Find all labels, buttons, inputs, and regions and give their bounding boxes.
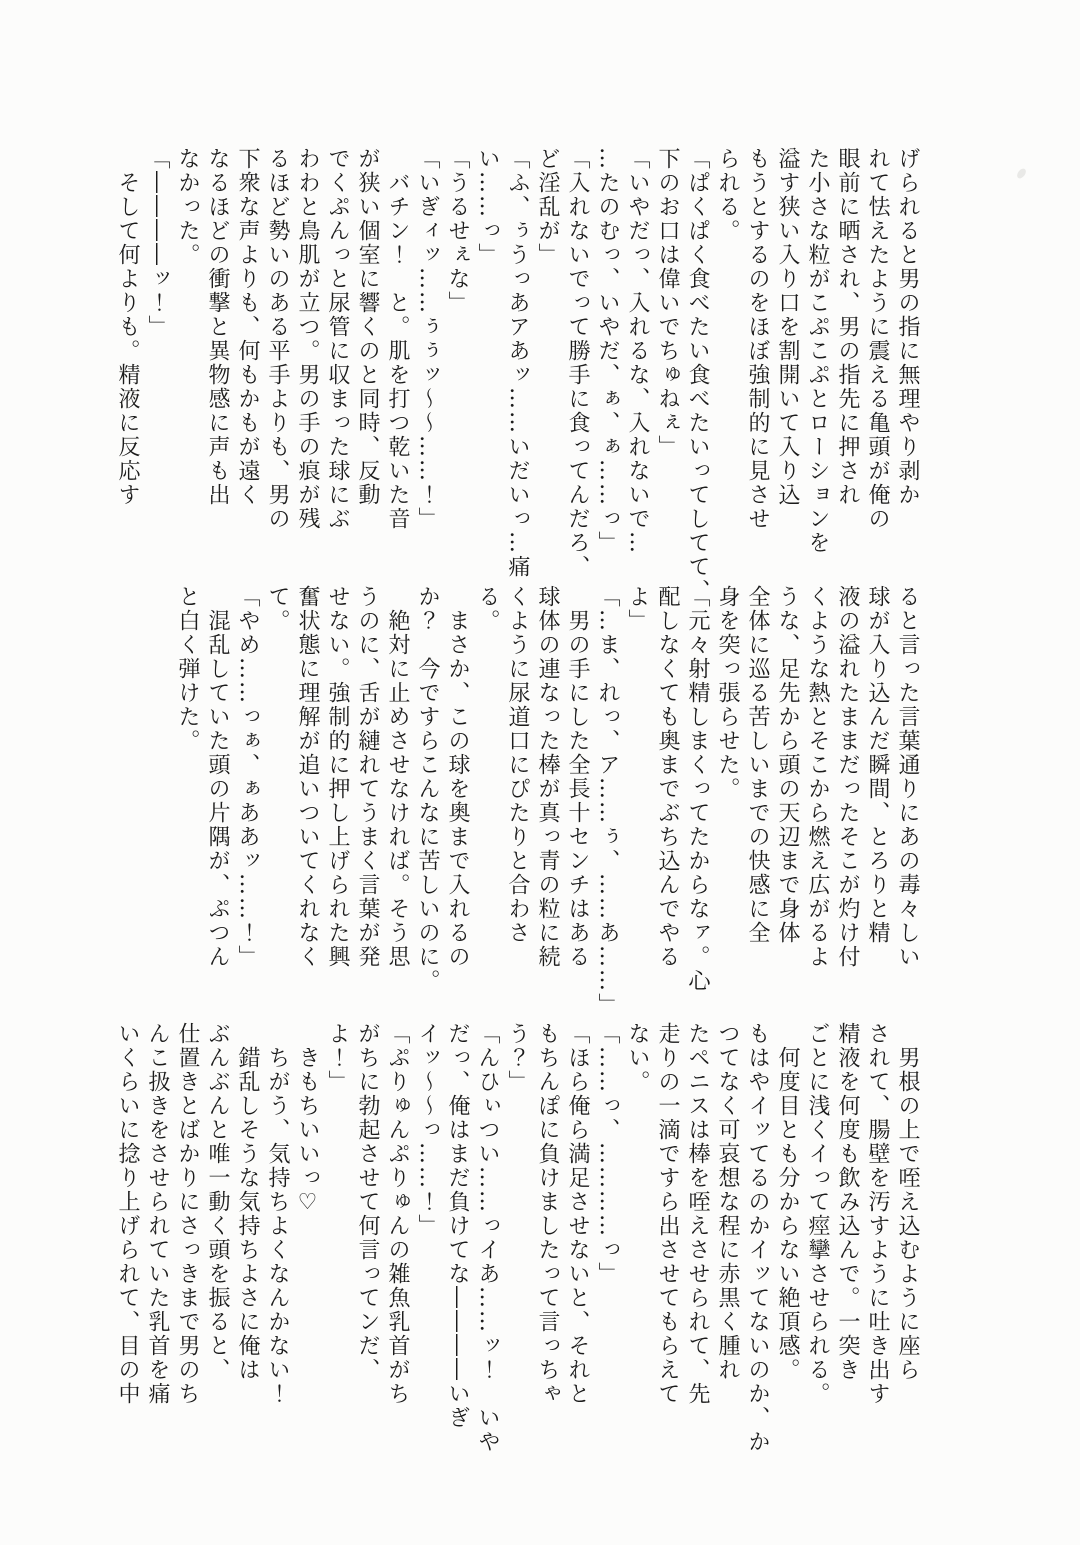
text-column: せない。強制的に押し上げられた興 xyxy=(325,585,350,969)
text-column: が狭い個室に響くのと同時、反動 xyxy=(355,147,380,507)
text-column: 球体の連なった棒が真っ青の粒に続 xyxy=(535,585,560,969)
text-column: 奮状態に理解が追いついてくれなく xyxy=(295,585,320,969)
text-column: 球が入り込んだ瞬間、とろりと精 xyxy=(865,585,890,945)
text-column: もうとするのをほぼ強制的に見させ xyxy=(745,147,770,531)
text-column: と白く弾けた。 xyxy=(175,585,200,753)
text-column: 絶対に止めさせなければ。そう思 xyxy=(385,585,410,969)
text-column: ちがう、気持ちよくなんかない！ xyxy=(265,1022,290,1406)
text-column: か？ 今ですらこんなに苦しいのに。 xyxy=(415,585,440,993)
text-column: て。 xyxy=(265,585,290,633)
text-column: いくらいに捻り上げられて、目の中 xyxy=(115,1022,140,1406)
text-column: うのに、舌が縺れてうまく言葉が発 xyxy=(355,585,380,969)
text-column: 「いぎィッ……ぅぅッ～～……！」 xyxy=(415,147,440,531)
text-column: ない。 xyxy=(625,1022,650,1094)
text-column: だっ、俺はまだ負けてな――――いぎ xyxy=(445,1022,470,1430)
text-column: なるほどの衝撃と異物感に声も出 xyxy=(205,147,230,507)
text-column: がちに勃起させて何言ってンだ、 xyxy=(355,1022,380,1382)
text-column: 全体に巡る苦しいまでの快感に全 xyxy=(745,585,770,945)
text-column: 「…ま、れっ、ア……ぅ、……あ……」 xyxy=(595,585,620,1017)
text-column: れて怯えたように震える亀頭が俺の xyxy=(865,147,890,531)
text-column: …たのむっ、いやだ、ぁ、ぁ……っ」 xyxy=(595,147,620,555)
text-column: まさか、この球を奥まで入れるの xyxy=(445,585,470,969)
text-column: 溢す狭い入り口を割開いて入り込 xyxy=(775,147,800,507)
text-column: たペニスは棒を咥えさせられて、先 xyxy=(685,1022,710,1406)
text-column: されて、腸壁を汚すように吐き出す xyxy=(865,1022,890,1406)
text-column: 「やめ……っぁ、ぁああッ……！」 xyxy=(235,585,260,969)
text-column: 仕置きとばかりにさっきまで男のち xyxy=(175,1022,200,1406)
text-column: そして何よりも。精液に反応す xyxy=(115,147,140,507)
text-block-3 xyxy=(110,1022,922,1454)
text-column: げられると男の指に無理やり剥か xyxy=(895,147,920,507)
text-column: くように尿道口にぴたりと合わさ xyxy=(505,585,530,945)
text-column: つてなく可哀想な程に赤黒く腫れ xyxy=(715,1022,740,1382)
text-column: 男根の上で咥え込むように座ら xyxy=(895,1022,920,1382)
text-column: でくぷんっと尿管に収まった球にぶ xyxy=(325,147,350,531)
text-column: 精液を何度も飲み込んで。一突き xyxy=(835,1022,860,1382)
text-column: 「ほら俺ら満足させないと、それと xyxy=(565,1022,590,1406)
text-column: 何度目とも分からない絶頂感。 xyxy=(775,1022,800,1382)
text-column: た小さな粒がこぷこぷとローションを xyxy=(805,147,830,555)
text-column: 混乱していた頭の片隅が、ぷつん xyxy=(205,585,230,969)
text-column: 液の溢れたままだったそこが灼け付 xyxy=(835,585,860,969)
text-column: もちんぽに負けましたって言っちゃ xyxy=(535,1022,560,1406)
text-column: よ」 xyxy=(625,585,650,633)
text-column: くような熱とそこから燃え広がるよ xyxy=(805,585,830,969)
text-column: うな、足先から頭の天辺まで身体 xyxy=(775,585,800,945)
text-column: 「ぱくぱく食べたい食べたいってしてて、 xyxy=(685,147,710,603)
text-column: 「ぷりゅんぷりゅんの雑魚乳首がち xyxy=(385,1022,410,1406)
text-column: ぶんぶんと唯一動く頭を振ると、 xyxy=(205,1022,230,1382)
text-column: るほど勢いのある平手よりも、男の xyxy=(265,147,290,531)
text-column: 配しなくても奥までぶち込んでやる xyxy=(655,585,680,969)
text-column: 「んひぃつい……っイあ……ッ！ いや xyxy=(475,1022,500,1454)
text-column: 下のお口は偉いでちゅねぇ」 xyxy=(655,147,680,459)
text-column: 「ふ、ぅうっあアあッ……いだいっ…痛 xyxy=(505,147,530,579)
text-column: ると言った言葉通りにあの毒々しい xyxy=(895,585,920,969)
text-column: 「いやだっ、入れるな、入れないで… xyxy=(625,147,650,555)
text-column: わわと鳥肌が立つ。男の手の痕が残 xyxy=(295,147,320,531)
text-column: 下衆な声よりも、何もかもが遠く xyxy=(235,147,260,507)
text-column: もはやイッてるのかイッてないのか、か xyxy=(745,1022,770,1454)
text-column: 男の手にした全長十センチはある xyxy=(565,585,590,969)
text-column: ごとに浅くイって痙攣させられる。 xyxy=(805,1022,830,1406)
text-column: んこ扱きをさせられていた乳首を痛 xyxy=(145,1022,170,1406)
text-column: ど淫乱が」 xyxy=(535,147,560,267)
text-block-1 xyxy=(110,147,922,603)
text-column: 眼前に晒され、男の指先に押され xyxy=(835,147,860,507)
text-block-2 xyxy=(110,585,922,1017)
text-column: 「うるせぇな」 xyxy=(445,147,470,315)
text-column: よ！」 xyxy=(325,1022,350,1094)
text-column: イッ～～っ……！」 xyxy=(415,1022,440,1238)
text-column: 「入れないでって勝手に食ってんだろ、 xyxy=(565,147,590,579)
text-column: 錯乱しそうな気持ちよさに俺は xyxy=(235,1022,260,1382)
text-column: 「――――ッ！」 xyxy=(145,147,170,339)
text-column: バチン！ と。肌を打つ乾いた音 xyxy=(385,147,410,531)
text-column: られる。 xyxy=(715,147,740,243)
scan-artifact-dot xyxy=(1015,167,1027,180)
text-column: きもちいいっ♡ xyxy=(295,1022,320,1217)
text-column: 身を突っ張らせた。 xyxy=(715,585,740,801)
text-column: 「元々射精しまくってたからなァ。心 xyxy=(685,585,710,993)
text-column: 走りの一滴ですら出させてもらえて xyxy=(655,1022,680,1406)
text-column: る。 xyxy=(475,585,500,633)
text-column: 「……っ、…………っ」 xyxy=(595,1022,620,1286)
text-column: う？」 xyxy=(505,1022,530,1094)
text-column: なかった。 xyxy=(175,147,200,267)
text-column: い……っ」 xyxy=(475,147,500,267)
